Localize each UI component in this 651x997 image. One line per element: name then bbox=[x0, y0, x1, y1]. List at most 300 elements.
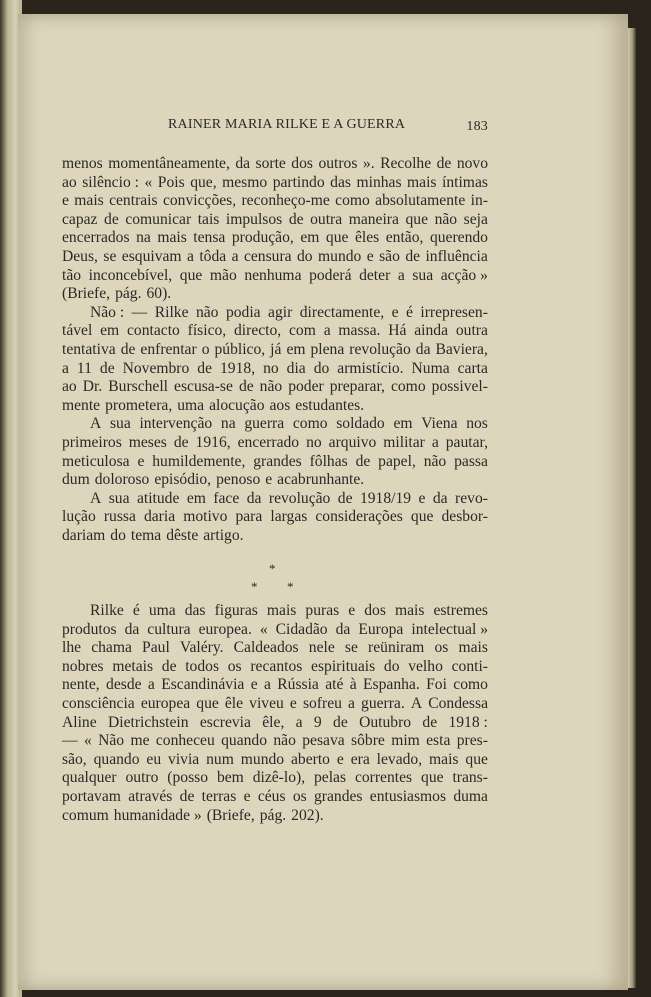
word: censura bbox=[243, 247, 292, 265]
word: dos bbox=[364, 602, 386, 619]
word: dêste bbox=[166, 526, 199, 544]
word: de bbox=[99, 359, 115, 377]
word: que bbox=[405, 210, 428, 228]
word: quando bbox=[221, 732, 268, 750]
word: das bbox=[184, 602, 206, 619]
word: Numa bbox=[411, 359, 450, 377]
word: podia bbox=[225, 303, 261, 321]
text-line bbox=[62, 788, 488, 807]
word: Europa bbox=[358, 620, 404, 638]
word: na bbox=[136, 229, 151, 247]
word: penoso bbox=[216, 471, 261, 489]
word: revo- bbox=[455, 489, 488, 507]
word: aos bbox=[269, 396, 291, 414]
word: militar bbox=[383, 433, 425, 451]
word: Outubro bbox=[359, 713, 412, 731]
word: arquivo bbox=[328, 433, 377, 451]
word: e bbox=[289, 694, 297, 712]
word: outra bbox=[310, 210, 343, 228]
word: agir bbox=[268, 303, 293, 321]
word: de bbox=[436, 155, 452, 172]
word: do bbox=[297, 247, 313, 265]
word: êle, bbox=[262, 713, 285, 731]
word: terras bbox=[201, 787, 237, 805]
word: plena bbox=[310, 340, 345, 358]
word: sua bbox=[412, 266, 434, 284]
word: considerações bbox=[315, 508, 403, 526]
word: uma bbox=[148, 602, 176, 619]
word: Rússia bbox=[277, 676, 319, 694]
word: através bbox=[128, 787, 173, 805]
text-line bbox=[62, 658, 488, 677]
word: nenhuma bbox=[244, 266, 302, 284]
word: europea. bbox=[198, 620, 252, 638]
word: então, bbox=[385, 229, 424, 247]
word: impulsos bbox=[225, 210, 283, 228]
word: capaz bbox=[62, 210, 98, 228]
word: em bbox=[186, 489, 206, 507]
page-edge-shadow bbox=[628, 28, 636, 988]
word: absolutamente bbox=[375, 192, 466, 210]
word: tável bbox=[62, 322, 93, 340]
word: não bbox=[434, 210, 458, 228]
word: portavam bbox=[62, 787, 121, 805]
word: tais bbox=[197, 210, 220, 228]
word: espirituais bbox=[311, 657, 376, 675]
word: Não bbox=[98, 732, 125, 750]
word: correntes bbox=[354, 769, 413, 787]
word: momentâneamente, bbox=[108, 155, 230, 172]
word: deter bbox=[359, 266, 391, 284]
word: que bbox=[179, 266, 203, 284]
word: em bbox=[286, 340, 306, 358]
word: Escandinávia bbox=[161, 676, 245, 694]
word: em bbox=[393, 415, 413, 433]
word: levado, bbox=[376, 750, 423, 768]
word: convicções, bbox=[162, 192, 237, 210]
word: primeiros bbox=[62, 433, 122, 451]
text-line bbox=[62, 676, 488, 695]
word: à bbox=[349, 676, 357, 694]
word: pág. bbox=[115, 285, 142, 303]
word: que bbox=[196, 694, 219, 712]
word: russa bbox=[103, 508, 136, 526]
word: é bbox=[406, 303, 413, 321]
word: esta bbox=[426, 732, 451, 750]
word: sua bbox=[109, 415, 131, 433]
word: estudantes. bbox=[295, 396, 365, 414]
word: duma bbox=[453, 787, 488, 805]
word: quando bbox=[93, 750, 140, 768]
word: lhe bbox=[62, 639, 82, 657]
word: de bbox=[405, 247, 421, 265]
word: reüniram bbox=[368, 639, 425, 657]
text-line bbox=[62, 453, 488, 472]
word: Condessa bbox=[428, 694, 488, 712]
text-line bbox=[62, 807, 488, 826]
word: A bbox=[410, 694, 423, 712]
word: aberto bbox=[291, 750, 330, 768]
word: de bbox=[104, 210, 119, 228]
word: Baviera, bbox=[435, 340, 488, 358]
word: grandes bbox=[314, 787, 363, 805]
word: daria bbox=[143, 508, 176, 526]
word: pesava bbox=[302, 732, 345, 750]
word: revolução bbox=[268, 489, 331, 507]
word: comunicar bbox=[125, 210, 192, 228]
word: e bbox=[348, 602, 356, 619]
word: cultura bbox=[147, 620, 191, 638]
text-line bbox=[62, 341, 488, 360]
word: directo, bbox=[234, 322, 282, 340]
word: irrepresen- bbox=[420, 303, 488, 321]
word: « bbox=[83, 732, 92, 750]
word: intelectual » bbox=[411, 620, 488, 638]
word: outros bbox=[318, 155, 358, 172]
word: doloroso bbox=[94, 471, 150, 489]
word: meses bbox=[128, 433, 167, 451]
word: maneira bbox=[348, 210, 399, 228]
word: os bbox=[227, 657, 242, 675]
word: que bbox=[421, 769, 444, 787]
word: reconheço-me bbox=[241, 192, 330, 210]
word: tensa bbox=[193, 229, 226, 247]
word: soldado bbox=[336, 415, 385, 433]
word: armistício. bbox=[337, 359, 404, 377]
word: dum bbox=[62, 471, 90, 489]
word: entusiasmos bbox=[369, 787, 447, 805]
word: outra bbox=[455, 322, 488, 340]
word: — bbox=[62, 732, 78, 750]
word: acabrunhante. bbox=[277, 471, 365, 489]
word: Deus, bbox=[62, 247, 98, 265]
word: intervenção bbox=[139, 415, 213, 433]
word: a bbox=[186, 247, 194, 265]
word: e bbox=[336, 750, 344, 768]
word: até bbox=[325, 676, 344, 694]
word: 1918/19 bbox=[359, 489, 412, 507]
separator-star: * bbox=[251, 579, 258, 594]
word: Caldeados bbox=[233, 639, 299, 657]
word: (Briefe, bbox=[62, 285, 111, 303]
word: o bbox=[201, 340, 210, 358]
word: nos bbox=[466, 415, 488, 433]
word: Dietrichstein bbox=[107, 713, 189, 731]
word: de bbox=[179, 787, 195, 805]
word: episódio, bbox=[154, 471, 212, 489]
word: não bbox=[195, 303, 219, 321]
word: tão bbox=[62, 266, 82, 284]
word: em bbox=[100, 322, 120, 340]
text-line bbox=[62, 732, 488, 751]
word: não bbox=[259, 378, 283, 396]
word: mundo bbox=[318, 247, 362, 265]
word: escrevia bbox=[199, 713, 251, 731]
text-line bbox=[62, 490, 488, 509]
page-number: 183 bbox=[466, 119, 488, 134]
text-line bbox=[62, 751, 488, 770]
word: alocução bbox=[209, 396, 265, 414]
word: mais bbox=[429, 750, 459, 768]
word: como bbox=[335, 192, 370, 210]
word: físico, bbox=[187, 322, 227, 340]
word: de bbox=[173, 433, 189, 451]
word: sorte bbox=[255, 155, 286, 172]
text-line bbox=[62, 174, 488, 193]
word: consciência bbox=[62, 694, 135, 712]
word: silêncio : bbox=[82, 173, 139, 191]
word: Não : bbox=[90, 303, 125, 321]
word: estremes bbox=[433, 602, 488, 619]
word: directamente, bbox=[299, 303, 385, 321]
word: encerrados bbox=[62, 229, 130, 247]
word: poderá bbox=[309, 266, 352, 284]
separator-star: * bbox=[269, 561, 276, 576]
word: in- bbox=[470, 192, 488, 210]
word: são bbox=[379, 247, 400, 265]
word: era bbox=[350, 750, 370, 768]
word: bem bbox=[216, 769, 244, 787]
word: que bbox=[465, 750, 488, 768]
word: como bbox=[292, 415, 328, 433]
word: novo bbox=[456, 155, 488, 172]
word: da bbox=[432, 489, 448, 507]
word: produtos bbox=[62, 620, 117, 638]
word: vivia bbox=[168, 750, 200, 768]
word: encerrado bbox=[237, 433, 300, 451]
word: tôda bbox=[199, 247, 227, 265]
word: desbor- bbox=[441, 508, 488, 526]
word: influência bbox=[425, 247, 488, 265]
word: conti- bbox=[451, 657, 488, 675]
word: ». bbox=[362, 155, 375, 172]
word: (posso bbox=[167, 769, 209, 787]
word: recantos bbox=[250, 657, 303, 675]
word: qualquer bbox=[62, 769, 117, 787]
word: de bbox=[337, 489, 353, 507]
word: pautar, bbox=[445, 433, 488, 451]
word: tema bbox=[130, 526, 162, 544]
word: A bbox=[90, 489, 102, 507]
text-line bbox=[62, 229, 488, 248]
word: nobres bbox=[62, 657, 104, 675]
word: grandes bbox=[253, 452, 302, 470]
word: e bbox=[137, 452, 145, 470]
word: esquivam bbox=[121, 247, 182, 265]
word: mim bbox=[391, 732, 420, 750]
word: me bbox=[130, 732, 150, 750]
word: a bbox=[295, 713, 303, 731]
word: eu bbox=[146, 750, 162, 768]
word: Recolhe bbox=[380, 155, 432, 172]
section-separator bbox=[0, 555, 651, 595]
text-line bbox=[62, 211, 488, 230]
word: ainda bbox=[414, 322, 449, 340]
word: e bbox=[418, 489, 426, 507]
text-line bbox=[62, 267, 488, 286]
word: da bbox=[415, 340, 431, 358]
word: produção, bbox=[231, 229, 294, 247]
word: num bbox=[206, 750, 234, 768]
word: 1918, bbox=[220, 359, 256, 377]
word: europea bbox=[140, 694, 191, 712]
word: pres- bbox=[456, 732, 488, 750]
word: humanidade » bbox=[113, 806, 202, 824]
text-line bbox=[62, 415, 488, 434]
word: 9 bbox=[313, 713, 322, 731]
word: « bbox=[144, 173, 153, 191]
word: 202). bbox=[291, 806, 324, 824]
text-line bbox=[62, 602, 488, 621]
word: do bbox=[313, 359, 330, 377]
text-line bbox=[62, 304, 488, 323]
word: nele bbox=[308, 639, 335, 657]
word: da bbox=[335, 620, 351, 638]
word: público, bbox=[214, 340, 266, 358]
word: querendo bbox=[429, 229, 488, 247]
word: Espanha. bbox=[363, 676, 420, 694]
word: a bbox=[348, 694, 355, 712]
word: da bbox=[235, 155, 251, 172]
word: no bbox=[263, 359, 279, 377]
word: Aline bbox=[62, 713, 97, 731]
word: lução bbox=[62, 508, 96, 526]
word: sua bbox=[108, 489, 130, 507]
word: pelas bbox=[314, 769, 347, 787]
word: Rilke bbox=[90, 602, 124, 619]
word: não bbox=[423, 452, 447, 470]
word: Burschell bbox=[108, 378, 169, 396]
word: que, bbox=[190, 173, 217, 191]
text-line bbox=[62, 621, 488, 640]
word: no bbox=[306, 433, 322, 451]
word: 11 bbox=[76, 359, 92, 377]
text-line bbox=[62, 322, 488, 341]
word: sôbre bbox=[351, 732, 385, 750]
text-line bbox=[62, 378, 488, 397]
text-line bbox=[62, 695, 488, 714]
word: motivo bbox=[183, 508, 228, 526]
word: enfrentar bbox=[140, 340, 197, 358]
word: contacto bbox=[127, 322, 180, 340]
word: e bbox=[243, 787, 251, 805]
word: sofreu bbox=[302, 694, 342, 712]
text-line bbox=[62, 508, 488, 527]
word: êle bbox=[224, 694, 244, 712]
word: de bbox=[333, 713, 348, 731]
word: carta bbox=[457, 359, 488, 377]
word: das bbox=[330, 173, 351, 191]
word: em bbox=[300, 229, 320, 247]
word: dariam bbox=[62, 526, 106, 544]
word: centrais bbox=[109, 192, 158, 210]
word: dizê-lo), bbox=[252, 769, 306, 787]
word: mais bbox=[394, 602, 425, 619]
word: acção » bbox=[440, 266, 488, 284]
word: como bbox=[453, 676, 488, 694]
word: Foi bbox=[426, 676, 447, 694]
word: A bbox=[90, 415, 102, 433]
word: todos bbox=[185, 657, 220, 675]
word: mundo bbox=[240, 750, 285, 768]
word: a bbox=[323, 322, 331, 340]
word: escusa-se bbox=[174, 378, 233, 396]
body-text-section-1 bbox=[62, 155, 488, 545]
word: que bbox=[410, 508, 434, 526]
running-header bbox=[168, 117, 488, 133]
word: ao bbox=[62, 173, 77, 191]
word: guerra bbox=[244, 415, 285, 433]
word: de bbox=[238, 378, 254, 396]
word: fôlhas bbox=[309, 452, 348, 470]
text-line bbox=[62, 639, 488, 658]
word: a bbox=[263, 676, 271, 694]
word: viveu bbox=[249, 694, 284, 712]
word: Viena bbox=[421, 415, 458, 433]
word: pág. bbox=[259, 806, 287, 824]
word: de bbox=[355, 452, 371, 470]
word: Valéry. bbox=[179, 639, 224, 657]
text-line bbox=[62, 285, 488, 304]
word: é bbox=[132, 602, 140, 619]
word: a bbox=[431, 433, 439, 451]
word: figuras bbox=[214, 602, 258, 619]
word: de bbox=[197, 359, 213, 377]
word: trans- bbox=[452, 769, 488, 787]
word: 1918 : bbox=[448, 713, 488, 731]
text-line bbox=[62, 360, 488, 379]
word: êles bbox=[354, 229, 380, 247]
word: Paul bbox=[142, 639, 170, 657]
word: dia bbox=[286, 359, 306, 377]
word: tentativa bbox=[62, 340, 116, 358]
word: mais bbox=[157, 229, 187, 247]
word: « bbox=[259, 620, 268, 638]
word: passa bbox=[454, 452, 488, 470]
word: chama bbox=[91, 639, 132, 657]
word: mais bbox=[407, 173, 437, 191]
word: poder bbox=[288, 378, 324, 396]
word: e bbox=[250, 676, 258, 694]
word: Pois bbox=[157, 173, 185, 191]
word: mais bbox=[74, 192, 104, 210]
text-line bbox=[62, 527, 488, 546]
word: a bbox=[147, 676, 155, 694]
word: Novembro bbox=[122, 359, 190, 377]
word: ao bbox=[62, 378, 77, 396]
word: partindo bbox=[272, 173, 325, 191]
text-line bbox=[62, 471, 488, 490]
separator-star: * bbox=[287, 579, 294, 594]
text-line bbox=[62, 192, 488, 211]
word: a bbox=[397, 266, 405, 284]
word: meticulosa bbox=[62, 452, 130, 470]
word: 60). bbox=[146, 285, 172, 303]
word: com bbox=[289, 322, 316, 340]
word: metais bbox=[112, 657, 154, 675]
word: mesmo bbox=[222, 173, 268, 191]
word: outro bbox=[125, 769, 159, 787]
word: e bbox=[366, 247, 374, 265]
word: se bbox=[344, 639, 358, 657]
word: conheceu bbox=[155, 732, 215, 750]
word: da bbox=[124, 620, 140, 638]
word: face bbox=[213, 489, 240, 507]
text-line bbox=[62, 434, 488, 453]
word: minhas bbox=[356, 173, 402, 191]
word: prometera, bbox=[105, 396, 173, 414]
text-line bbox=[62, 248, 488, 267]
